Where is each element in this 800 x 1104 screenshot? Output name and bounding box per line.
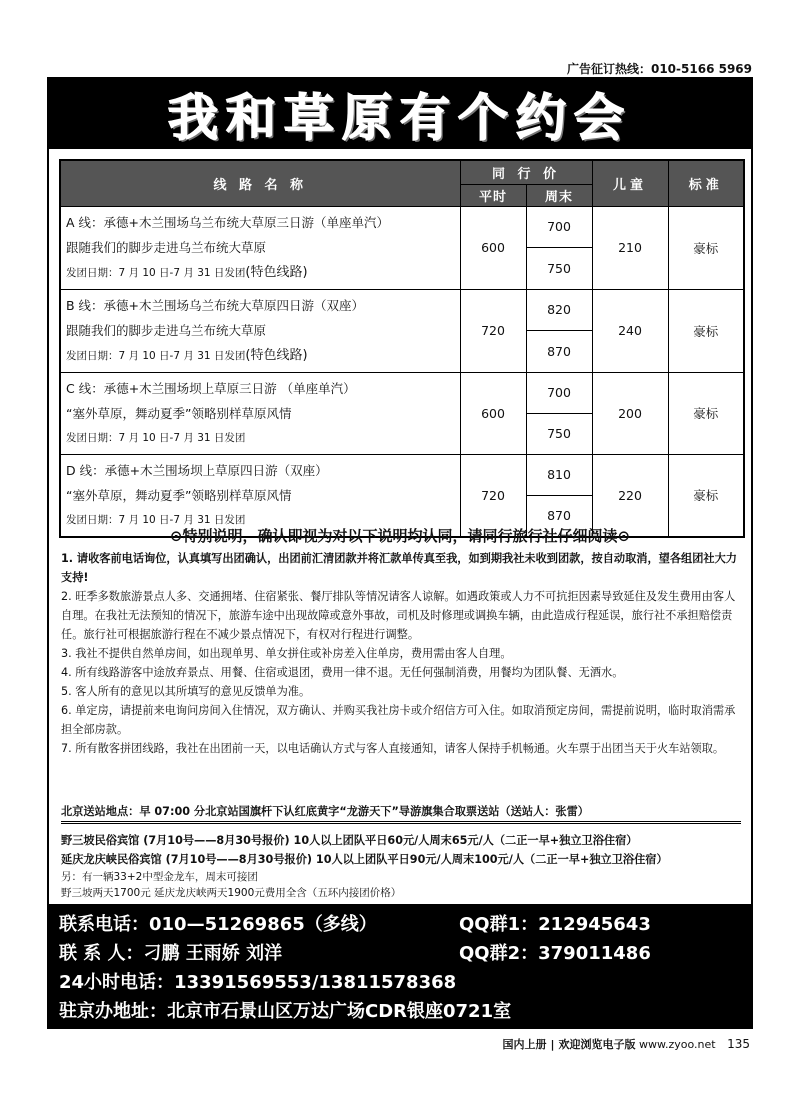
contact-panel (49, 904, 751, 1027)
office-address: 驻京办地址：北京市石景山区万达广场CDR银座0721室 (59, 1000, 512, 1022)
table-row (60, 289, 744, 331)
notice-item: 2. 旺季多数旅游景点人多、交通拥堵、住宿紧张、餐厅排队等情况请客人谅解。如遇政策或人力不可抗拒因素导致延住及发生费用由客人自理。在我社无法预知的情况下，旅游车途中出现故障或意外事故，司机及时修理或调换车辆，由此造成行程延误，旅行社不承担赔偿责任。旅行社可根据旅游行程在不减少景点情况下，有权对行程进行调整。 (61, 590, 736, 641)
table-row (60, 206, 744, 248)
weekend-price-alt: 750 (526, 248, 592, 290)
weekend-price: 820 (526, 289, 592, 331)
child-price: 210 (592, 206, 668, 289)
table-row (60, 454, 744, 495)
qq-group-1: QQ群1：212945643 (459, 913, 651, 935)
hotel-item: 野三坡民俗宾馆 (7月10号——8月30号报价) 10人以上团队平日60元/人周末65元/人（二正一早+独立卫浴住宿） (61, 834, 638, 847)
extra-note: 另：有一辆33+2中型金龙车，周末可接团 (61, 871, 258, 883)
feature-tag: (特色线路) (245, 347, 308, 363)
page-title: 我和草原有个约会 (168, 89, 632, 147)
notice-item: 4. 所有线路游客中途放弃景点、用餐、住宿或退团，费用一律不退。无任何强制消费，用餐均为团队餐、无酒水。 (61, 666, 624, 679)
notice-item: 1. 请收客前电话询位，认真填写出团确认，出团前汇清团款并将汇款单传真至我，如到期我社未收到团款，按自动取消，望各组团社大力支持! (61, 552, 737, 584)
standard: 豪标 (668, 372, 744, 454)
advertisement-frame (47, 77, 753, 1029)
header-price: 同 行 价 (460, 160, 592, 184)
contact-person: 联 系 人：刁鹏 王雨娇 刘洋 (59, 942, 283, 964)
title-banner (49, 79, 751, 149)
footer-slogan: 欢迎浏览电子版 (558, 1038, 636, 1051)
table-row (60, 372, 744, 413)
hotel-item: 延庆龙庆峡民俗宾馆 (7月10号——8月30号报价) 10人以上团队平日90元/人周末100元/人（二正一早+独立卫浴住宿） (61, 853, 668, 866)
route-price-table (59, 159, 745, 538)
hotline-24h: 24小时电话：13391569553/13811578368 (59, 971, 457, 993)
footer-url[interactable]: www.zyoo.net (639, 1038, 716, 1051)
child-price: 240 (592, 289, 668, 372)
notice-item: 6. 单定房，请提前来电询问房间入住情况，双方确认、并购买我社房卡或介绍信方可入住。如取消预定房间，需提前说明，临时取消需承担全部房款。 (61, 704, 736, 736)
footer-separator: | (550, 1038, 555, 1051)
weekend-price-alt: 750 (526, 413, 592, 454)
notice-heading: ⊙特别说明，确认即视为对以下说明均认同，请同行旅行社仔细阅读⊙ (169, 527, 631, 545)
page-footer (502, 1036, 750, 1052)
child-price: 220 (592, 454, 668, 537)
extra-note: 野三坡两天1700元 延庆龙庆峡两天1900元费用全含（五环内接团价格） (61, 887, 402, 899)
weekend-price-alt: 870 (526, 495, 592, 536)
station-info: 北京送站地点：早 07:00 分北京站国旗杆下认红底黄字“龙游天下”导游旗集合取票送站（送站人：张雷） (61, 803, 741, 824)
standard: 豪标 (668, 206, 744, 289)
standard: 豪标 (668, 454, 744, 537)
route-description: B 线：承德+木兰围场乌兰布统大草原四日游（双座） 跟随我们的脚步走进乌兰布统大草原 发团日期：7 月 10 日-7 月 31 日发团(特色线路) (60, 289, 460, 372)
contact-phone: 联系电话：010—51269865（多线） (59, 913, 377, 935)
notice-list (61, 549, 741, 758)
page-number: 135 (727, 1037, 750, 1051)
notice-item: 3. 我社不提供自然单房间，如出现单男、单女拼住或补房差入住单房，费用需由客人自理。 (61, 647, 512, 660)
weekday-price: 600 (460, 206, 526, 289)
header-route: 线 路 名 称 (60, 160, 460, 206)
route-description: C 线：承德+木兰围场坝上草原三日游 （单座单汽） “塞外草原，舞动夏季”领略别样草原风情 发团日期：7 月 10 日-7 月 31 日发团 (60, 372, 460, 454)
feature-tag: (特色线路) (245, 264, 308, 280)
weekday-price: 720 (460, 454, 526, 537)
hotel-list (61, 831, 741, 901)
child-price: 200 (592, 372, 668, 454)
weekend-price: 700 (526, 372, 592, 413)
header-standard: 标准 (668, 160, 744, 206)
footer-section: 国内上册 (502, 1038, 547, 1051)
header-child: 儿童 (592, 160, 668, 206)
header-weekend: 周末 (526, 184, 592, 206)
standard: 豪标 (668, 289, 744, 372)
ad-hotline: 广告征订热线：010-5166 5969 (566, 62, 752, 76)
weekday-price: 720 (460, 289, 526, 372)
qq-group-2: QQ群2：379011486 (459, 942, 651, 964)
route-description: D 线：承德+木兰围场坝上草原四日游（双座） “塞外草原，舞动夏季”领略别样草原风情 发团日期：7 月 10 日-7 月 31 日发团 (60, 454, 460, 537)
weekend-price-alt: 870 (526, 331, 592, 373)
header-weekday: 平时 (460, 184, 526, 206)
notice-item: 7. 所有散客拼团线路，我社在出团前一天，以电话确认方式与客人直接通知，请客人保持手机畅通。火车票于出团当天于火车站领取。 (61, 742, 725, 755)
weekday-price: 600 (460, 372, 526, 454)
weekend-price: 700 (526, 206, 592, 248)
weekend-price: 810 (526, 454, 592, 495)
route-description: A 线：承德+木兰围场乌兰布统大草原三日游（单座单汽） 跟随我们的脚步走进乌兰布统大草原 发团日期：7 月 10 日-7 月 31 日发团(特色线路) (60, 206, 460, 289)
notice-item: 5. 客人所有的意见以其所填写的意见反馈单为准。 (61, 685, 311, 698)
